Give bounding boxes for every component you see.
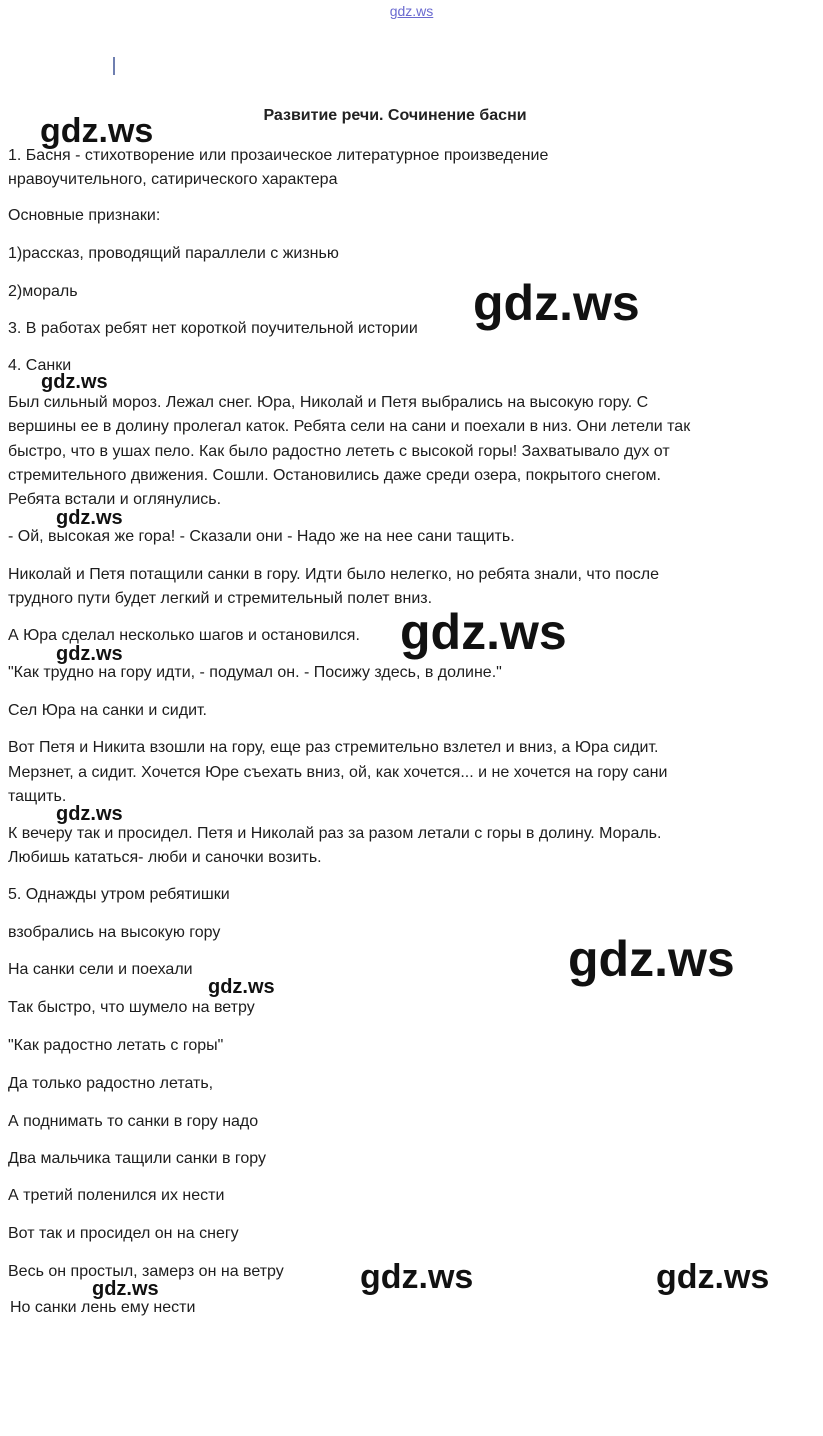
text-line: 5. Однажды утром ребятишки — [8, 886, 230, 903]
watermark: gdz.ws — [56, 507, 123, 529]
text-line: Но санки лень ему нести — [10, 1299, 196, 1316]
watermark: gdz.ws — [40, 112, 154, 150]
text-line: Так быстро, что шумело на ветру — [8, 999, 255, 1016]
watermark: gdz.ws — [41, 371, 108, 393]
watermark: gdz.ws — [56, 643, 123, 665]
top-site-link[interactable]: gdz.ws — [389, 3, 434, 19]
text-line: взобрались на высокую гору — [8, 924, 221, 941]
text-line: Сел Юра на санки и сидит. — [8, 702, 207, 719]
text-line: На санки сели и поехали — [8, 961, 193, 978]
text-line: 1. Басня - стихотворение или прозаическое литературное произведение — [8, 147, 549, 164]
text-line: А поднимать то санки в гору надо — [8, 1113, 259, 1130]
watermark: gdz.ws — [360, 1258, 474, 1296]
text-line: Вот Петя и Никита взошли на гору, еще раз стремительно взлетел и вниз, а Юра сидит. — [8, 739, 659, 756]
text-line: Ребята встали и оглянулись. — [8, 491, 222, 508]
text-line: Любишь кататься- люби и саночки возить. — [8, 849, 322, 866]
text-line: быстро, что в ушах пело. Как было радостно лететь с высокой горы! Захватывало дух от — [8, 443, 670, 460]
text-line: вершины ее в долину пролегал каток. Ребята сели на сани и поехали в низ. Они летели так — [8, 418, 691, 435]
text-line: Был сильный мороз. Лежал снег. Юра, Николай и Петя выбрались на высокую гору. С — [8, 394, 649, 411]
text-line: Два мальчика тащили санки в гору — [8, 1150, 266, 1167]
text-line: А Юра сделал несколько шагов и остановился. — [8, 627, 360, 644]
text-line: стремительного движения. Сошли. Остановились даже среди озера, покрытого снегом. — [8, 467, 661, 484]
watermark: gdz.ws — [208, 976, 275, 998]
text-line: Да только радостно летать, — [8, 1075, 214, 1092]
text-line: нравоучительного, сатирического характера — [8, 171, 338, 188]
text-line: 4. Санки — [8, 357, 72, 374]
watermark: gdz.ws — [56, 803, 123, 825]
text-line: Вот так и просидел он на снегу — [8, 1225, 239, 1242]
watermark: gdz.ws — [400, 604, 567, 660]
page-title: Развитие речи. Сочинение басни — [263, 107, 527, 124]
margin-mark — [113, 57, 115, 75]
text-line: К вечеру так и просидел. Петя и Николай раз за разом летали с горы в долину. Мораль. — [8, 825, 662, 842]
watermark: gdz.ws — [473, 275, 640, 331]
text-line: Николай и Петя потащили санки в гору. Идти было нелегко, но ребята знали, что после — [8, 566, 659, 583]
text-line: - Ой, высокая же гора! - Сказали они - Надо же на нее сани тащить. — [8, 528, 515, 545]
text-line: 2)мораль — [8, 283, 78, 300]
text-line: Весь он простыл, замерз он на ветру — [8, 1263, 284, 1280]
watermark: gdz.ws — [656, 1258, 770, 1296]
text-line: "Как трудно на гору идти, - подумал он. - Посижу здесь, в долине." — [8, 664, 502, 681]
watermark: gdz.ws — [92, 1278, 159, 1300]
text-line: А третий поленился их нести — [8, 1187, 225, 1204]
text-line: 3. В работах ребят нет короткой поучительной истории — [8, 320, 418, 337]
text-line: "Как радостно летать с горы" — [8, 1037, 224, 1054]
text-line: Основные признаки: — [8, 207, 161, 224]
text-line: тащить. — [8, 788, 67, 805]
text-line: 1)рассказ, проводящий параллели с жизнью — [8, 245, 339, 262]
text-line: трудного пути будет легкий и стремительный полет вниз. — [8, 590, 433, 607]
text-line: Мерзнет, а сидит. Хочется Юре съехать вниз, ой, как хочется... и не хочется на гору сани — [8, 764, 668, 781]
watermark: gdz.ws — [568, 931, 735, 987]
